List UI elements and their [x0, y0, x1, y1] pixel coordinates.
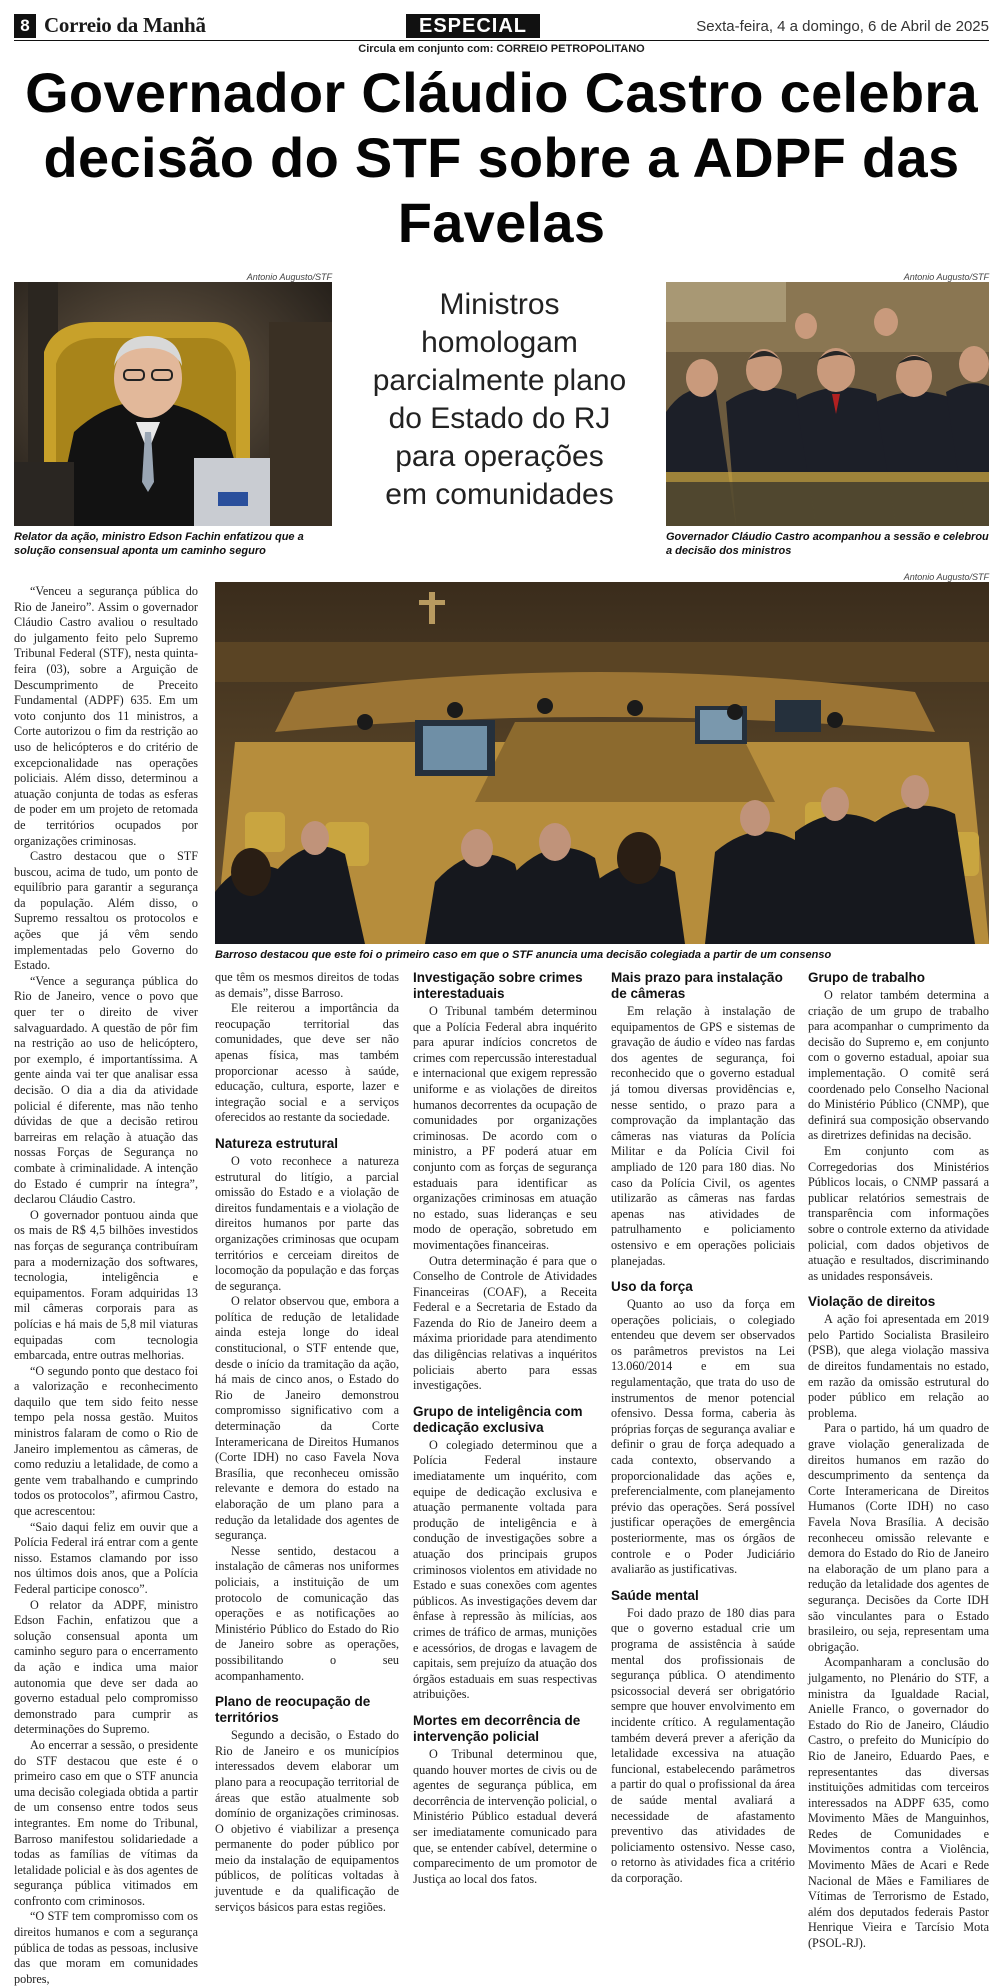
subheading-grupo-trabalho: Grupo de trabalho [808, 970, 926, 985]
paragraph: que têm os mesmos direitos de todas as demais”, disse Barroso. [215, 970, 399, 1000]
paragraph: O relator também determina a criação de um grupo de trabalho para acompanhar o cumprimento da decisão do Supremo e, em conjunto com o governo estadual, apoiar sua implementação. O comitê será coordenado pelo Conselho Nacional do Ministério Público (CNMP), que definirá sua composição observando as diretrizes definidas na decisão. [808, 988, 989, 1143]
paragraph: Castro destacou que o STF buscou, acima de tudo, um ponto de equilíbrio para garantir a segurança da população. Além disso, o Supremo ressaltou os protocolos e ações que já vêm sendo implementadas pelo Governo do Estado. [14, 849, 198, 973]
paragraph: O relator da ADPF, ministro Edson Fachin, enfatizou que a solução consensual aponta um caminho seguro para o encerramento da ação e indica uma maior autonomia que deve ser dada ao governo estadual pelo compromisso demonstrado para cumprir as determinações do Supremo. [14, 1597, 198, 1737]
paragraph: Quanto ao uso da força em operações policiais, o colegiado entendeu que devem ser observados os parâmetros previstos na Lei 13.060/2014 e em sua regulamentação, que trata do uso de instrumentos de menor potencial ofensivo. Dessa forma, caberia às próprias forças de segurança avaliar e definir o grau de força adequado a cada contexto, observando a proporcionalidade das ações e, preferencialmente, com planejamento prévio das operações. Será possível justificar operações de emergência posteriormente, mas os órgãos de controle e o Poder Judiciário avaliarão as justificativas. [611, 1297, 795, 1577]
paragraph: O relator observou que, embora a política de redução de letalidade ainda esteja longe do ideal constitucional, o STF entende que, desde o início da tramitação da ação, há mais de cinco anos, o Estado do Rio de Janeiro demonstrou compromisso significativo com a determinação da Corte Interamericana de Direitos Humanos (Corte IDH) no caso Favela Nova Brasília, que reconheceu omissão relevante e demora do estado na elaboração de um plano para a redução da letalidade dos agentes de segurança. [215, 1294, 399, 1543]
photo-credit-right: Antonio Augusto/STF [903, 272, 989, 282]
newspaper-name: Correio da Manhã [44, 13, 206, 37]
paragraph: Ele reiterou a importância da reocupação territorial das comunidades, que deve ser não apenas física, mas também proporcionar acesso à saúde, educação, cultura, esporte, lazer e integração social e a serviços oferecidos ao restante da sociedade. [215, 1001, 399, 1125]
deck-subheadline: Ministros homologam parcialmente plano do Estado do RJ para operações em comunidades [372, 288, 627, 511]
paragraph: “O STF tem compromisso com os direitos humanos e com a segurança pública de todas as pessoas, inclusive das que moram em comunidades pobres, [14, 1909, 198, 1986]
subheading-mais-prazo-cameras: Mais prazo para instalação de câmeras [611, 970, 783, 1001]
article-column-4 [611, 970, 795, 1886]
issue-date: Sexta-feira, 4 a domingo, 6 de Abril de 2025 [696, 18, 989, 35]
photo-credit-left: Antonio Augusto/STF [246, 272, 332, 282]
paragraph: A ação foi apresentada em 2019 pelo Partido Socialista Brasileiro (PSB), que alega violação massiva de direitos fundamentais no estado, em razão da omissão estrutural do poder público em relação ao problema. [808, 1312, 989, 1420]
paragraph: Nesse sentido, destacou a instalação de câmeras nos uniformes policiais, a instituição de um protocolo de comunicação das operações e as notificações ao Ministério Público do Estado do Rio de Janeiro sobre as operações, possibilitando o seu acompanhamento. [215, 1543, 399, 1683]
page-header [14, 14, 989, 41]
paragraph: Segundo a decisão, o Estado do Rio de Janeiro e os municípios interessados devem elaborar um plano para a reocupação territorial de áreas que estão atualmente sob domínio de organizações criminosas. O objetivo é viabilizar a presença permanente do poder público por meio da instalação de equipamentos públicos, de políticas voltadas à juventude e da qualificação de serviços básicos para estas regiões. [215, 1728, 399, 1914]
circulation-note: Circula em conjunto com: CORREIO PETROPOLITANO [358, 43, 645, 55]
subheading-saude-mental: Saúde mental [611, 1587, 699, 1603]
paragraph: “O segundo ponto que destaco foi a valorização e reconhecimento daquilo que tem sido feito nesse tempo pela nossa gestão. Muitos ministros falaram de como o Rio de Janeiro implementou as câmeras, de como reduziu a letalidade, de como a gente vem trabalhando e cumprindo todos os protocolos”, afirmou Castro, que acrescentou: [14, 1363, 198, 1519]
paragraph: Acompanharam a conclusão do julgamento, no Plenário do STF, a ministra da Igualdade Racial, Anielle Franco, o governador do Estado do Rio de Janeiro, Cláudio Castro, o prefeito do Município do Rio de Janeiro, Eduardo Paes, e representantes das diversas instituições admitidas com terceiros interessados na ADPF 635, como Movimento Mães de Manguinhos, Redes de Comunidades e Movimentos contra a Violência, Movimento Mães de Acari e Rede Nacional de Mães e Familiares de Vítimas de Terrorismo de Estado, além dos deputados federais Pastor Henrique Vieira e Tarcísio Mota (PSOL-RJ). [808, 1655, 989, 1951]
paragraph: O governador pontuou ainda que os mais de R$ 4,5 bilhões investidos nas forças de segurança contribuíram para a modernização dos softwares, tecnologia, inteligência e equipamentos. Foram adquiridas 13 mil câmeras corporais para as polícias e há mais de 5,8 mil viaturas equipadas com tecnologia embarcada, entre outras melhorias. [14, 1207, 198, 1363]
photo-fachin [14, 282, 332, 526]
article-column-5 [808, 970, 989, 1952]
subheading-violacao-direitos: Violação de direitos [808, 1294, 936, 1310]
paragraph: Foi dado prazo de 180 dias para que o governo estadual crie um programa de assistência à saúde mental dos profissionais de segurança pública. O atendimento psicossocial deverá ser obrigatório sempre que houver envolvimento em incidente crítico. A regulamentação também deverá prever a aferição da letalidade excessiva na atuação funcional, estabelecendo parâmetros a partir do qual o profissional da área de saúde mental avaliará a necessidade de afastamento preventivo das atividades de policiamento ostensivo. Nesse caso, o retorno às atividades fica a critério da corporação. [611, 1605, 795, 1885]
subheading-mortes-intervencao: Mortes em decorrência de intervenção policial [413, 1712, 581, 1744]
paragraph: “Venceu a segurança pública do Rio de Janeiro”. Assim o governador Cláudio Castro avaliou o resultado do julgamento feito pelo Supremo Tribunal Federal (STF), nesta quinta-feira (03), sobre a Arguição de Descumprimento de Preceito Fundamental (ADPF) 635. Em um voto conjunto dos 11 ministros, a Corte autorizou o fim da restrição ao uso de helicópteros e do critério de excepcionalidade nas operações policiais. Além disso, determinou a atuação conjunta de todas as esferas de poder em um projeto de retomada de territórios ocupados por organizações criminosas. [14, 584, 198, 848]
paragraph: Em relação à instalação de equipamentos de GPS e sistemas de gravação de áudio e vídeo nas fardas dos agentes de segurança, foi reconhecido que o governo estadual já tomou diversas providências e, nesse sentido, o prazo para a comprovação da implantação das câmeras nas viaturas da Polícia Militar e da Polícia Civil foi ampliado de 120 para 180 dias. No caso da Polícia Civil, os agentes utilizarão as câmeras nas fardas apenas nas atividades de patrulhamento e policiamento ostensivo e em operações policiais planejadas. [611, 1004, 795, 1268]
paragraph: “Saio daqui feliz em ouvir que a Polícia Federal irá entrar com a gente nisso. Estamos clamando por isso nos últimos dois anos, que a Polícia Federal participe conosco”. [14, 1519, 198, 1596]
headline: Governador Cláudio Castro celebra decisão do STF sobre a ADPF das Favelas [25, 61, 978, 254]
photo-caption-right: Governador Cláudio Castro acompanhou a sessão e celebrou a decisão dos ministros [666, 531, 989, 557]
paragraph: Ao encerrar a sessão, o presidente do STF destacou que este é o primeiro caso em que o STF anuncia uma decisão colegiada obtida a partir de um consenso entre todos seus integrantes. Em nome do Tribunal, Barroso manifestou solidariedade a todas as famílias de vítimas da letalidade policial e às dos agentes de segurança pública vitimados em confronto com criminosos. [14, 1737, 198, 1908]
subheading-grupo-inteligencia: Grupo de inteligência com dedicação exclusiva [413, 1403, 583, 1435]
paragraph: Para o partido, há um quadro de grave violação generalizada de direitos humanos em razão do descumprimento da sentença da Corte Interamericana de Direitos Humanos (Corte IDH) no caso Favela Nova Brasília. A decisão reconheceu omissão relevante e demora do Estado do Rio de Janeiro na elaboração de um plano para a redução da letalidade dos agentes de segurança. Decisões da Corte IDH são vinculantes para o Estado brasileiro, ou seja, representam uma obrigação. [808, 1421, 989, 1654]
photo-credit-main: Antonio Augusto/STF [903, 572, 989, 582]
subheading-plano-reocupacao: Plano de reocupação de territórios [215, 1694, 371, 1726]
paragraph: O Tribunal determinou que, quando houver mortes de civis ou de agentes de segurança pública, em decorrência de intervenção policial, o Ministério Público estadual deverá ser imediatamente comunicado para que, se entender cabível, determine o comparecimento de um promotor de Justiça ao local dos fatos. [413, 1746, 597, 1886]
paragraph: O Tribunal também determinou que a Polícia Federal abra inquérito para apurar indícios concretos de crimes com repercussão interestadual e internacional que exigem repressão uniforme e as violações de direitos humanos decorrentes da ocupação de comunidades por organizações criminosas. De acordo com o ministro, a PF poderá atuar em conjunto com as forças de segurança estaduais para identificar as organizações criminosas em atuação no estado, suas lideranças e seu modo de operação, sobretudo em movimentações financeiras. [413, 1004, 597, 1252]
paragraph: Em conjunto com as Corregedorias dos Ministérios Públicos locais, o CNMP passará a publicar relatórios semestrais de transparência com informações sobre o controle externo da atividade policial, com dados objetivos de atuação e resultados, discriminando as unidades responsáveis. [808, 1143, 989, 1283]
article-column-3 [413, 970, 597, 1887]
article-column-2 [215, 970, 399, 1915]
photo-caption-left: Relator da ação, ministro Edson Fachin enfatizou que a solução consensual aponta um caminho seguro [14, 531, 304, 557]
photo-caption-main: Barroso destacou que este foi o primeiro caso em que o STF anuncia uma decisão colegiada a partir de um consenso [215, 949, 832, 961]
paragraph: O colegiado determinou que a Polícia Federal instaure imediatamente um inquérito, com equipe de dedicação exclusiva e atuação permanente voltada para produção de inteligência e à condução de investigações sobre a atuação dos principais grupos criminosos violentos em atividade no Estado e suas conexões com agentes públicos. As investigações devem dar ênfase à repressão às milícias, aos crimes de tráfico de armas, munições e acessórios, de drogas e lavagem de capitais, sem prejuízo da atuação dos órgãos estaduais em suas respectivas atribuições. [413, 1437, 597, 1702]
paragraph: Outra determinação é para que o Conselho de Controle de Atividades Financeiras (COAF), a Receita Federal e a Secretaria de Estado da Fazenda do Rio de Janeiro deem a máxima prioridade para atendimento das diligências relativas a inquéritos policiais aberto para essas investigações. [413, 1253, 597, 1393]
section-label: ESPECIAL [406, 14, 540, 38]
paragraph: O voto reconhece a natureza estrutural do litígio, a parcial omissão do Estado e a violação de direitos fundamentais e a violação de direitos humanos por parte das organizações criminosas que ocupam territórios e cerceiam direitos de locomoção da população e das forças de segurança. [215, 1153, 399, 1293]
article-column-1 [14, 584, 198, 1987]
photo-stf-plenary [215, 582, 989, 944]
subheading-uso-da-forca: Uso da força [611, 1279, 693, 1295]
photo-castro-audience [666, 282, 989, 526]
page-number: 8 [14, 14, 36, 38]
subheading-natureza-estrutural: Natureza estrutural [215, 1135, 339, 1151]
paragraph: “Vence a segurança pública do Rio de Janeiro, vence o povo que quer ter o direito de viver salvaguardado. A questão de pôr fim na restrição ao uso de helicóptero, por exemplo, é importantíssima. A gente ainda vai ter que analisar essa decisão. O dia a dia da atividade policial é diferente, mas não tenho dúvidas de que a decisão retirou barreiras em relação à atuação das nossas Forças de Segurança no combate à criminalidade. A intenção do Estado é cumprir na íntegra”, declarou Cláudio Castro. [14, 973, 198, 1207]
subheading-investigacao: Investigação sobre crimes interestaduais [413, 970, 583, 1001]
